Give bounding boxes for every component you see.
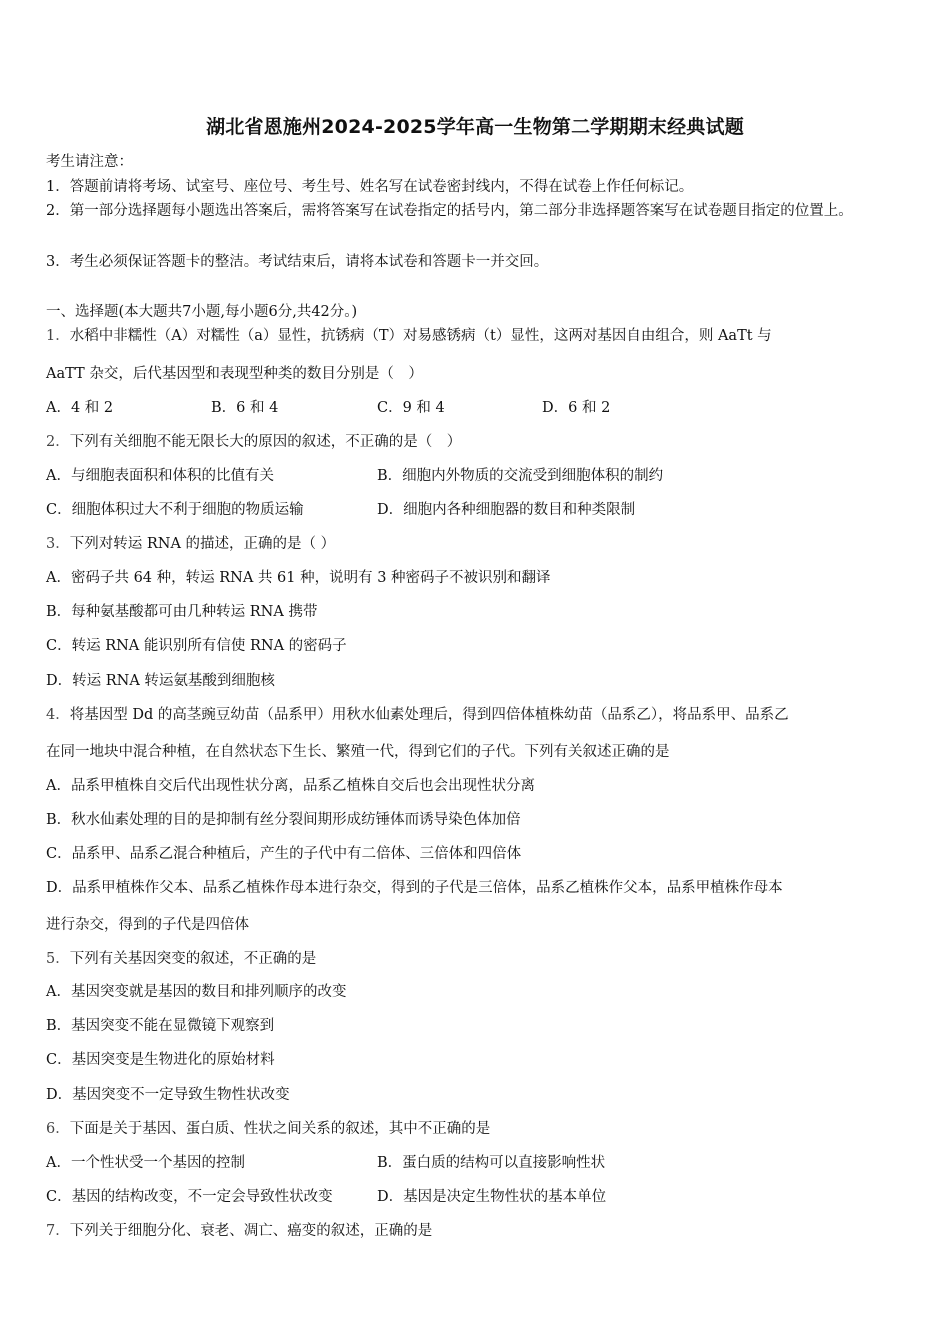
notice-item: 2．第一部分选择题每小题选出答案后，需将答案写在试卷指定的括号内，第二部分非选择题答案写在试卷题目指定的位置上。 [46, 203, 853, 219]
option-d: D．基因突变不一定导致生物性状改变 [46, 1087, 290, 1103]
page-title: 湖北省恩施州2024-2025学年高一生物第二学期期末经典试题 [206, 116, 744, 138]
section-heading: 一、选择题(本大题共7小题,每小题6分,共42分。) [46, 304, 358, 320]
option-a: A．一个性状受一个基因的控制 [46, 1155, 245, 1171]
option-b: B．每种氨基酸都可由几种转运 RNA 携带 [46, 604, 318, 620]
option-b: B．蛋白质的结构可以直接影响性状 [377, 1155, 606, 1171]
question-stem: 水稻中非糯性（A）对糯性（a）显性，抗锈病（T）对易感锈病（t）显性，这两对基因自由组合，则 AaTt 与 [69, 328, 772, 344]
question-number: 7． [46, 1223, 70, 1239]
notice-heading: 考生请注意： [46, 154, 133, 170]
notice-item: 3．考生必须保证答题卡的整洁。考试结束后，请将本试卷和答题卡一并交回。 [46, 254, 549, 270]
option-a: A．与细胞表面积和体积的比值有关 [46, 468, 274, 484]
option-d: D．转运 RNA 转运氨基酸到细胞核 [46, 673, 275, 689]
option-b: B．细胞内外物质的交流受到细胞体积的制约 [377, 468, 664, 484]
option-b: B．基因突变不能在显微镜下观察到 [46, 1018, 275, 1034]
question-2 [46, 432, 461, 452]
question-number: 1． [46, 328, 70, 344]
option-c: C．转运 RNA 能识别所有信使 RNA 的密码子 [46, 638, 347, 654]
option-a: A．基因突变就是基因的数目和排列顺序的改变 [46, 984, 347, 1000]
question-stem: 将基因型 Dd 的高茎豌豆幼苗（品系甲）用秋水仙素处理后，得到四倍体植株幼苗（品系乙），将品系甲、品系乙 [69, 707, 789, 723]
question-stem: 下列有关细胞不能无限长大的原因的叙述，不正确的是（ ） [69, 434, 462, 450]
question-7 [46, 1221, 432, 1241]
question-number: 6． [46, 1121, 70, 1137]
question-stem: 下面是关于基因、蛋白质、性状之间关系的叙述，其中不正确的是 [69, 1121, 491, 1137]
question-stem: 下列关于细胞分化、衰老、凋亡、癌变的叙述，正确的是 [69, 1223, 433, 1239]
option-c: C．细胞体积过大不利于细胞的物质运输 [46, 502, 304, 518]
option-d: D．品系甲植株作父本、品系乙植株作母本进行杂交，得到的子代是三倍体，品系乙植株作父本，品系甲植株作母本 [46, 880, 783, 896]
question-stem-cont: AaTT 杂交，后代基因型和表现型种类的数目分别是（ ） [46, 366, 423, 382]
question-number: 2． [46, 434, 70, 450]
option-c: C．9 和 4 [377, 400, 445, 416]
option-d: D．基因是决定生物性状的基本单位 [377, 1189, 607, 1205]
question-6 [46, 1119, 490, 1139]
question-number: 4． [46, 707, 70, 723]
option-d-cont: 进行杂交，得到的子代是四倍体 [46, 917, 249, 933]
question-stem: 下列有关基因突变的叙述，不正确的是 [69, 951, 317, 967]
option-c: C．基因突变是生物进化的原始材料 [46, 1052, 275, 1068]
question-3 [46, 534, 335, 554]
notice-item: 1．答题前请将考场、试室号、座位号、考生号、姓名写在试卷密封线内，不得在试卷上作任何标记。 [46, 179, 694, 195]
question-number: 5． [46, 951, 70, 967]
option-c: C．品系甲、品系乙混合种植后，产生的子代中有二倍体、三倍体和四倍体 [46, 846, 522, 862]
option-d: D．细胞内各种细胞器的数目和种类限制 [377, 502, 636, 518]
question-stem-cont: 在同一地块中混合种植，在自然状态下生长、繁殖一代，得到它们的子代。下列有关叙述正确的是 [46, 744, 670, 760]
question-1 [46, 326, 772, 346]
option-b: B．6 和 4 [211, 400, 279, 416]
option-a: A．品系甲植株自交后代出现性状分离，品系乙植株自交后也会出现性状分离 [46, 778, 535, 794]
question-stem: 下列对转运 RNA 的描述，正确的是（ ） [69, 536, 336, 552]
option-d: D．6 和 2 [542, 400, 611, 416]
question-4 [46, 705, 789, 725]
question-number: 3． [46, 536, 70, 552]
option-a: A．4 和 2 [46, 400, 114, 416]
option-a: A．密码子共 64 种，转运 RNA 共 61 种，说明有 3 种密码子不被识别和翻译 [46, 570, 551, 586]
option-b: B．秋水仙素处理的目的是抑制有丝分裂间期形成纺锤体而诱导染色体加倍 [46, 812, 521, 828]
option-c: C．基因的结构改变，不一定会导致性状改变 [46, 1189, 333, 1205]
question-5 [46, 949, 316, 969]
